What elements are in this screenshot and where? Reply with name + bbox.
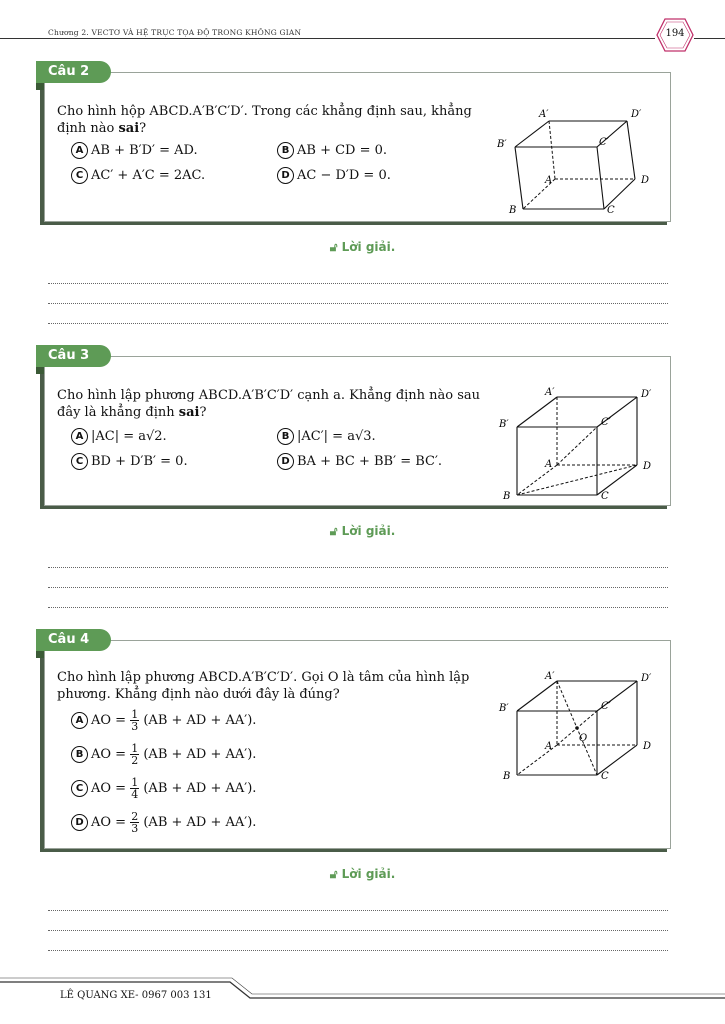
answer-line	[48, 930, 668, 931]
fraction	[130, 811, 139, 834]
option-3-d[interactable]	[277, 453, 442, 470]
fraction	[130, 743, 139, 766]
option-3-a[interactable]	[71, 428, 167, 445]
unlock-icon: 🔓︎	[329, 240, 338, 254]
vertex-label: D′	[641, 673, 652, 684]
option-lhs: AO =	[91, 713, 127, 728]
page-number-badge	[656, 18, 694, 52]
page-number: 194	[665, 28, 685, 39]
option-letter: C	[71, 453, 88, 470]
solution-heading-2	[0, 240, 725, 255]
fraction-den: 2	[131, 754, 139, 767]
label-tail	[36, 650, 44, 658]
option-letter: D	[71, 814, 88, 831]
option-text: |AC′| = a√3.	[297, 429, 376, 444]
question-box-3	[44, 356, 671, 506]
answer-line	[48, 607, 668, 608]
vertex-label: C′	[601, 417, 611, 428]
question-4-line-1: Cho hình lập phương ABCD.A′B′C′D′. Gọi O là tâm của hình lập	[57, 670, 470, 685]
header-rule-right	[694, 38, 725, 39]
question-3-text	[57, 387, 497, 421]
vertex-label: C′	[601, 701, 611, 712]
fraction-den: 4	[131, 788, 139, 801]
parallelepiped-figure	[497, 103, 667, 218]
question-4-text	[57, 669, 497, 703]
vertex-label: O	[579, 733, 588, 744]
option-2-d[interactable]	[277, 167, 391, 184]
question-box-2	[44, 72, 671, 222]
option-letter: B	[71, 746, 88, 763]
vertex-label: B	[503, 771, 511, 782]
option-letter: A	[71, 428, 88, 445]
answer-line	[48, 910, 668, 911]
fraction	[130, 777, 139, 800]
unlock-icon: 🔓︎	[329, 524, 338, 538]
answer-line	[48, 950, 668, 951]
question-3-bold: sai	[178, 405, 200, 420]
option-letter: D	[277, 453, 294, 470]
option-2-b[interactable]	[277, 142, 387, 159]
option-letter: A	[71, 712, 88, 729]
option-text: AB + CD = 0.	[297, 143, 388, 158]
question-3-line-2-text: đây là khẳng định	[57, 405, 179, 420]
option-letter: C	[71, 780, 88, 797]
footer-author: LÊ QUANG XE- 0967 003 131	[60, 990, 212, 1001]
option-4-a[interactable]	[71, 709, 256, 732]
question-2-line-2-text: định nào	[57, 121, 119, 136]
answer-line	[48, 323, 668, 324]
vertex-label: A	[545, 741, 553, 752]
unlock-icon: 🔓︎	[329, 867, 338, 881]
cube-figure	[497, 387, 667, 502]
question-label-2: Câu 2	[36, 61, 111, 83]
option-text: AB + B′D′ = AD.	[91, 143, 198, 158]
question-box-4	[44, 640, 671, 849]
option-letter: A	[71, 142, 88, 159]
question-4-line-2: phương. Khẳng định nào dưới đây là đúng?	[57, 687, 340, 702]
vertex-label: A′	[545, 671, 555, 682]
question-3-line-2	[57, 404, 497, 421]
question-2-bold: sai	[118, 121, 140, 136]
option-3-b[interactable]	[277, 428, 376, 445]
fraction-den: 3	[131, 720, 139, 733]
option-4-c[interactable]	[71, 777, 256, 800]
option-rhs: (AB + AD + AA′).	[143, 747, 257, 762]
option-letter: C	[71, 167, 88, 184]
vertex-label: B	[503, 491, 511, 502]
vertex-label: A	[545, 175, 553, 186]
answer-line	[48, 303, 668, 304]
option-lhs: AO =	[91, 815, 127, 830]
chapter-header: Chương 2. VECTƠ VÀ HỆ TRỤC TỌA ĐỘ TRONG KHÔNG GIAN	[48, 28, 302, 37]
option-2-a[interactable]	[71, 142, 198, 159]
option-rhs: (AB + AD + AA′).	[143, 815, 257, 830]
option-text: AC − D′D = 0.	[297, 168, 391, 183]
option-text: BA + BC + BB′ = BC′.	[297, 454, 443, 469]
question-2-end: ?	[139, 121, 147, 136]
vertex-label: C	[607, 205, 615, 216]
option-4-d[interactable]	[71, 811, 256, 834]
option-rhs: (AB + AD + AA′).	[143, 781, 257, 796]
vertex-label: D′	[641, 389, 652, 400]
vertex-label: A′	[545, 387, 555, 398]
fraction	[130, 709, 139, 732]
option-4-b[interactable]	[71, 743, 256, 766]
vertex-label: A	[545, 459, 553, 470]
solution-label: Lời giải.	[341, 524, 396, 538]
option-text: |AC| = a√2.	[91, 429, 167, 444]
question-label-4: Câu 4	[36, 629, 111, 651]
option-text: AC′ + A′C = 2AC.	[91, 168, 206, 183]
vertex-label: B′	[499, 703, 509, 714]
center-point	[575, 726, 579, 730]
label-tail	[36, 82, 44, 90]
vertex-label: C	[601, 491, 609, 502]
solution-label: Lời giải.	[341, 240, 396, 254]
option-letter: D	[277, 167, 294, 184]
label-tail	[36, 366, 44, 374]
fraction-den: 3	[131, 822, 139, 835]
option-rhs: (AB + AD + AA′).	[143, 713, 257, 728]
solution-heading-4	[0, 867, 725, 882]
question-3-line-1: Cho hình lập phương ABCD.A′B′C′D′ cạnh a. Khẳng định nào sau	[57, 388, 481, 403]
vertex-label: D	[643, 741, 652, 752]
option-text: BD + D′B′ = 0.	[91, 454, 188, 469]
vertex-label: C	[601, 771, 609, 782]
solution-label: Lời giải.	[341, 867, 396, 881]
option-letter: B	[277, 142, 294, 159]
question-3-end: ?	[199, 405, 207, 420]
vertex-label: C′	[599, 137, 609, 148]
solution-heading-3	[0, 524, 725, 539]
option-2-c[interactable]	[71, 167, 205, 184]
cube-center-figure	[497, 671, 667, 786]
vertex-label: D	[643, 461, 652, 472]
fraction-num: 1	[131, 708, 139, 721]
option-lhs: AO =	[91, 781, 127, 796]
vertex-label: D′	[631, 109, 642, 120]
option-3-c[interactable]	[71, 453, 188, 470]
option-letter: B	[277, 428, 294, 445]
fraction-num: 1	[131, 742, 139, 755]
answer-line	[48, 283, 668, 284]
vertex-label: B′	[497, 139, 507, 150]
header-rule	[0, 38, 655, 39]
option-lhs: AO =	[91, 747, 127, 762]
question-2-line-1: Cho hình hộp ABCD.A′B′C′D′. Trong các khẳng định sau, khẳng	[57, 104, 472, 119]
fraction-num: 2	[131, 810, 139, 823]
fraction-num: 1	[131, 776, 139, 789]
answer-line	[48, 587, 668, 588]
vertex-label: B′	[499, 419, 509, 430]
vertex-label: A′	[539, 109, 549, 120]
answer-line	[48, 567, 668, 568]
question-2-text	[57, 103, 497, 137]
vertex-label: D	[641, 175, 650, 186]
vertex-label: B	[509, 205, 517, 216]
question-label-3: Câu 3	[36, 345, 111, 367]
question-2-line-2	[57, 120, 497, 137]
